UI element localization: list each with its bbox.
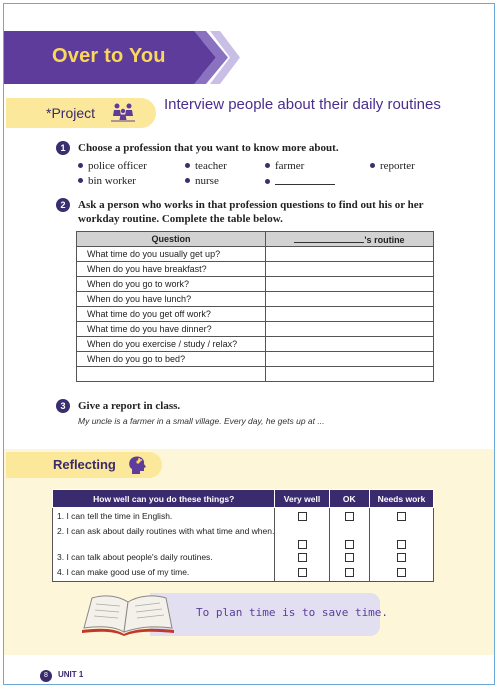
answer-cell[interactable] (266, 292, 434, 307)
answer-cell[interactable] (266, 262, 434, 277)
question-cell: What time do you get off work? (77, 307, 266, 322)
motto-text: To plan time is to save time. (196, 606, 389, 619)
section-title: Over to You (52, 45, 166, 67)
question-cell: When do you go to bed? (77, 352, 266, 367)
table-row (77, 277, 434, 292)
profession-option: reporter (370, 160, 415, 172)
profession-option: police officer (78, 160, 147, 172)
project-title: Interview people about their daily routines (164, 96, 441, 113)
checkbox-needs-work[interactable] (397, 540, 406, 549)
table-header-row (77, 232, 434, 247)
answer-cell[interactable] (266, 247, 434, 262)
column-header-question: Question (77, 232, 266, 247)
step-number-3: 3 (56, 399, 70, 413)
self-assessment-table (52, 489, 434, 582)
checkbox-ok[interactable] (345, 540, 354, 549)
profession-blank-option[interactable] (265, 175, 335, 188)
table-row (77, 292, 434, 307)
statement-cell: 3. I can talk about people's daily routines. (53, 549, 275, 564)
answer-cell[interactable] (266, 337, 434, 352)
page-number: 8 (40, 670, 52, 682)
step-2-instruction: Ask a person who works in that profession questions to find out his or her workday routine. Complete the table below. (78, 199, 424, 225)
table-row (77, 322, 434, 337)
answer-cell[interactable] (266, 277, 434, 292)
checkbox-needs-work[interactable] (397, 553, 406, 562)
checkbox-very-well[interactable] (298, 540, 307, 549)
column-header-needs-work: Needs work (369, 490, 433, 508)
question-cell: What time do you usually get up? (77, 247, 266, 262)
checkbox-very-well[interactable] (298, 512, 307, 521)
reflecting-label: Reflecting (53, 457, 116, 472)
question-cell: When do you have lunch? (77, 292, 266, 307)
answer-cell[interactable] (266, 322, 434, 337)
open-book-icon (80, 590, 176, 636)
profession-option: teacher (185, 160, 227, 172)
table-row (77, 337, 434, 352)
checkbox-ok[interactable] (345, 512, 354, 521)
table-row (77, 262, 434, 277)
table-header-row (53, 490, 434, 508)
table-row (77, 352, 434, 367)
table-row (53, 508, 434, 524)
question-cell[interactable] (77, 367, 266, 382)
table-row (53, 564, 434, 582)
profession-option: farmer (265, 160, 304, 172)
checkbox-needs-work[interactable] (397, 512, 406, 521)
question-cell: When do you go to work? (77, 277, 266, 292)
people-icon (111, 102, 135, 122)
checkbox-very-well[interactable] (298, 568, 307, 577)
checkbox-ok[interactable] (345, 568, 354, 577)
example-text: My uncle is a farmer in a small village. Every day, he gets up at ... (78, 416, 325, 426)
unit-label: UNIT 1 (58, 670, 84, 679)
column-header-routine: 's routine (266, 232, 434, 247)
answer-cell[interactable] (266, 367, 434, 382)
table-row (53, 549, 434, 564)
checkbox-needs-work[interactable] (397, 568, 406, 577)
routine-table (76, 231, 434, 382)
thinking-head-icon (126, 453, 148, 475)
question-cell: When do you have breakfast? (77, 262, 266, 277)
project-label: *Project (46, 105, 96, 121)
column-header-very-well: Very well (275, 490, 329, 508)
step-number-2: 2 (56, 198, 70, 212)
checkbox-very-well[interactable] (298, 553, 307, 562)
column-header-ability: How well can you do these things? (53, 490, 275, 508)
table-row (77, 307, 434, 322)
step-1-instruction: Choose a profession that you want to know more about. (78, 142, 339, 154)
table-row (77, 247, 434, 262)
checkbox-ok[interactable] (345, 553, 354, 562)
answer-cell[interactable] (266, 352, 434, 367)
step-3-instruction: Give a report in class. (78, 400, 181, 412)
question-cell: What time do you have dinner? (77, 322, 266, 337)
column-header-ok: OK (329, 490, 369, 508)
profession-option: nurse (185, 175, 219, 187)
statement-cell: 1. I can tell the time in English. (53, 508, 275, 524)
question-cell: When do you exercise / study / relax? (77, 337, 266, 352)
chevron-decoration (170, 31, 240, 84)
statement-cell: 2. I can ask about daily routines with what time and when. (53, 523, 275, 549)
table-row (77, 367, 434, 382)
statement-cell: 4. I can make good use of my time. (53, 564, 275, 582)
step-number-1: 1 (56, 141, 70, 155)
table-row (53, 523, 434, 549)
profession-option: bin worker (78, 175, 136, 187)
answer-cell[interactable] (266, 307, 434, 322)
